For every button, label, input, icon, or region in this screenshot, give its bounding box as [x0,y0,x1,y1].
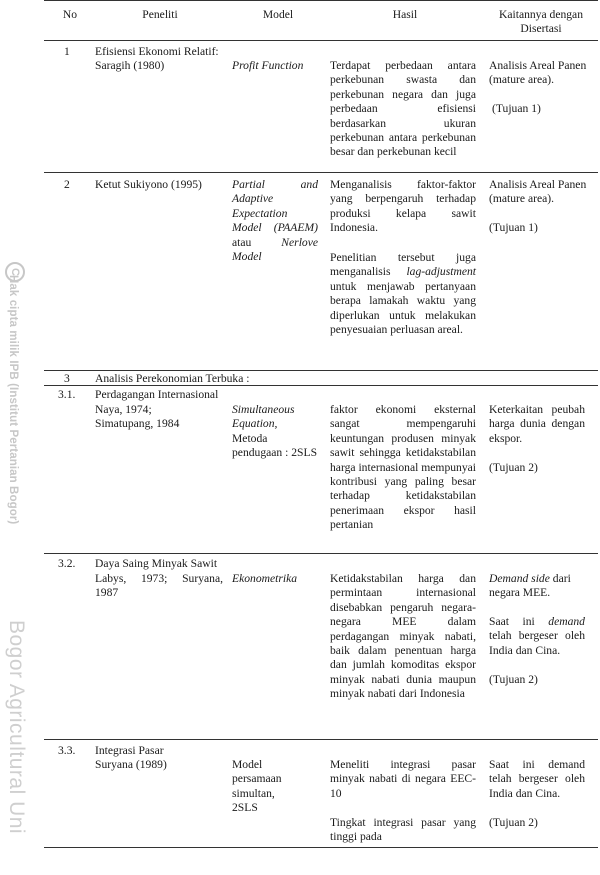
row32-kaitan-2: Saat ini demand telah bergeser oleh India dan Cina. [489,615,585,657]
row32-tujuan: (Tujuan 2) [489,673,538,686]
table-top-rule [44,0,598,1]
row2-no: 2 [64,178,70,191]
row31-peneliti: Naya, 1974; Simatupang, 1984 [95,403,180,431]
row31-tujuan: (Tujuan 2) [489,461,538,474]
row2-kaitan: Analisis Areal Panen (mature area). [489,178,587,206]
header-rule [44,40,598,41]
row1-kaitan: Analisis Areal Panen (mature area). [489,59,587,87]
row31-kaitan: Keterkaitan peubah harga dunia dengan ekspor. [489,403,585,445]
row1-model: Profit Function [232,59,304,72]
row33-hasil-2: Tingkat integrasi pasar yang tinggi pada [330,816,476,844]
row1-section-title: Efisiensi Ekonomi Relatif: [95,45,219,58]
row33-no: 3.3. [58,744,76,757]
row-rule [44,553,598,554]
row33-model: Model persamaan simultan, 2SLS [232,758,282,815]
row1-peneliti: Saragih (1980) [95,59,165,72]
row33-section-title: Integrasi Pasar [95,744,164,757]
row32-model: Ekonometrika [232,572,298,585]
row32-no: 3.2. [58,557,76,570]
row1-hasil: Terdapat perbedaan antara perkebunan swasta dan perkebunan negara dan juga perbedaan efisiensi berdasarkan ukuran perkebunan antara perkebunan besar dan perkebunan kecil [330,59,476,159]
table-bottom-rule [44,847,598,848]
row2-hasil-2: Penelitian tersebut juga menganalisis lag-adjustment untuk menjawab pertanyaan berapa lamakah waktu yang diperlukan untuk melakukan penyesuaian perluasan areal. [330,251,476,337]
row3-section-title: Analisis Perekonomian Terbuka : [95,372,250,385]
row-rule [44,370,598,371]
row-rule [44,739,598,740]
row1-tujuan: (Tujuan 1) [492,102,541,115]
row32-hasil: Ketidakstabilan harga dan permintaan internasional disebabkan pengaruh negara-negara MEE dalam perdagangan minyak nabati, baik dalam penentuan harga dan jumlah komoditas ekspor minyak nabati dunia maupun minyak nabati dari Indonesia [330,572,476,701]
row2-model-name: Partial and Adaptive Expectation Model (PAAEM) [232,178,318,235]
row33-hasil: Meneliti integrasi pasar minyak nabati di negara EEC-10 [330,758,476,800]
header-model: Model [262,8,294,21]
row2-peneliti: Ketut Sukiyono (1995) [95,178,202,191]
row32-section-title: Daya Saing Minyak Sawit [95,557,218,570]
row33-tujuan: (Tujuan 2) [489,816,538,829]
header-no: No [62,8,78,21]
row2-model-atau: atau [232,235,252,249]
row2-model-alt: Nerlove Model [232,235,318,264]
row3-no: 3 [64,372,70,385]
row33-kaitan: Saat ini demand telah bergeser oleh India dan Cina. [489,758,585,800]
row2-model [232,178,318,264]
row1-no: 1 [64,45,70,58]
row31-hasil: faktor ekonomi eksternal sangat mempengaruhi keuntungan produsen minyak sawit sehingga ketidakstabilan harga internasional mempunyai kontribusi yang paling besar terhadap ketidakstabilan penerimaan ekspor hasil pertanian [330,403,476,532]
row33-peneliti: Suryana (1989) [95,758,167,771]
copyright-icon: C [5,262,25,282]
row2-tujuan: (Tujuan 1) [489,221,538,234]
document-page: C Hak cipta milik IPB (Institut Pertanian Bogor) Bogor Agricultural Uni No Peneliti Model Hasil Kaitannya dengan Disertasi 1 Efisiensi Ekonomi Relatif: Saragih (1980) Profit Function Terdapat perbedaan antara perkebunan swasta dan perkebunan negara dan juga perbedaan efisiensi berdasarkan ukuran perkebunan antara perkebunan besar dan perkebunan kecil Analisis Areal Panen (mature area). (Tujuan 1) 2 Ketut Sukiyono (1995) Partial and Adaptive Expectation Model (PAAEM) atau Nerlove Model Menganalisis faktor-faktor yang berpengaruh terhadap produksi kelapa sawit Indonesia. Penelitian tersebut juga menganalisis lag-adjustment untuk menjawab pertanyaan berapa lamakah waktu yang diperlukan untuk melakukan penyesuaian perluasan areal. Analisis Areal Panen (mature area). (Tujuan 1) 3 Analisis Perekonomian Terbuka : 3.1. Perdagangan Internasional Naya, 1974; Simatupang, 1984 Simultaneous Equation, Metoda pendugaan : 2SLS faktor ekonomi eksternal sangat mempengaruhi keuntungan produsen minyak sawit sehingga ketidakstabilan harga internasional mempunyai kontribusi yang paling besar terhadap ketidakstabilan penerimaan ekspor hasil pertanian Keterkaitan peubah harga dunia dengan ekspor. (Tujuan 2) 3.2. Daya Saing Minyak Sawit Labys, 1973; Suryana, 1987 Ekonometrika Ketidakstabilan harga dan permintaan internasional disebabkan pengaruh negara-negara MEE dalam perdagangan minyak nabati, baik dalam penentuan harga dan jumlah komoditas ekspor minyak nabati dunia maupun minyak nabati dari Indonesia Demand side dari negara MEE. Saat ini demand telah bergeser oleh India dan Cina. (Tujuan 2) 3.3. Integrasi Pasar Suryana (1989) Model persamaan simultan, 2SLS Meneliti integrasi pasar minyak nabati di negara EEC-10 Tingkat integrasi pasar yang tinggi pada Saat ini demand telah bergeser oleh India dan Cina. (Tujuan 2) [0,0,600,875]
row31-model-method: Metoda pendugaan : 2SLS [232,432,318,460]
row31-no: 3.1. [58,388,76,401]
header-kaitan: Kaitannya dengan Disertasi [498,8,584,36]
row2-hasil: Menganalisis faktor-faktor yang berpengaruh terhadap produksi kelapa sawit Indonesia. [330,178,476,235]
row31-section-title: Perdagangan Internasional [95,388,219,401]
header-peneliti: Peneliti [142,8,178,21]
row-rule [44,172,598,173]
row32-peneliti: Labys, 1973; Suryana, 1987 [95,572,223,600]
row32-kaitan: Demand side dari negara MEE. [489,572,571,600]
header-hasil: Hasil [392,8,418,21]
row31-model-name: Simultaneous Equation, [232,403,295,431]
